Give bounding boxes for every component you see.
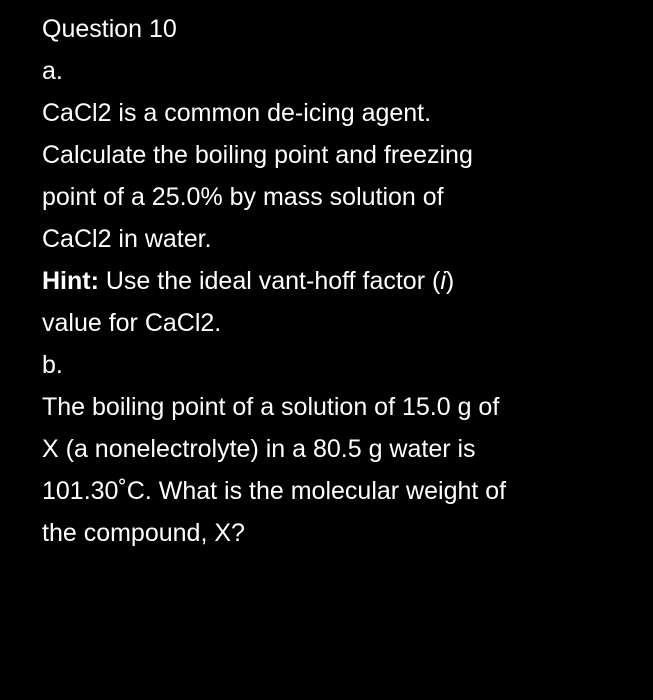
hint-text-after: ) bbox=[445, 267, 455, 295]
part-b-line-1: The boiling point of a solution of 15.0 g of bbox=[42, 393, 500, 421]
hint-line bbox=[42, 260, 642, 302]
part-b-label: b. bbox=[42, 351, 63, 379]
part-a-line-1: CaCl2 is a common de-icing agent. bbox=[42, 99, 432, 127]
question-document bbox=[42, 8, 642, 554]
hint-italic-i: i bbox=[440, 267, 446, 295]
hint-label: Hint: bbox=[42, 267, 99, 295]
part-b-line-4: the compound, X? bbox=[42, 519, 245, 547]
part-b-line-3: 101.30˚C. What is the molecular weight of bbox=[42, 477, 507, 505]
part-a-line-3: point of a 25.0% by mass solution of bbox=[42, 183, 444, 211]
part-b-line-2: X (a nonelectrolyte) in a 80.5 g water is bbox=[42, 435, 476, 463]
part-a-line-4: CaCl2 in water. bbox=[42, 225, 212, 253]
question-title: Question 10 bbox=[42, 15, 177, 43]
part-a-line-2: Calculate the boiling point and freezing bbox=[42, 141, 473, 169]
hint-text-before: Use the ideal vant-hoff factor ( bbox=[98, 267, 441, 295]
hint-line-2: value for CaCl2. bbox=[42, 309, 222, 337]
part-a-label: a. bbox=[42, 57, 63, 85]
